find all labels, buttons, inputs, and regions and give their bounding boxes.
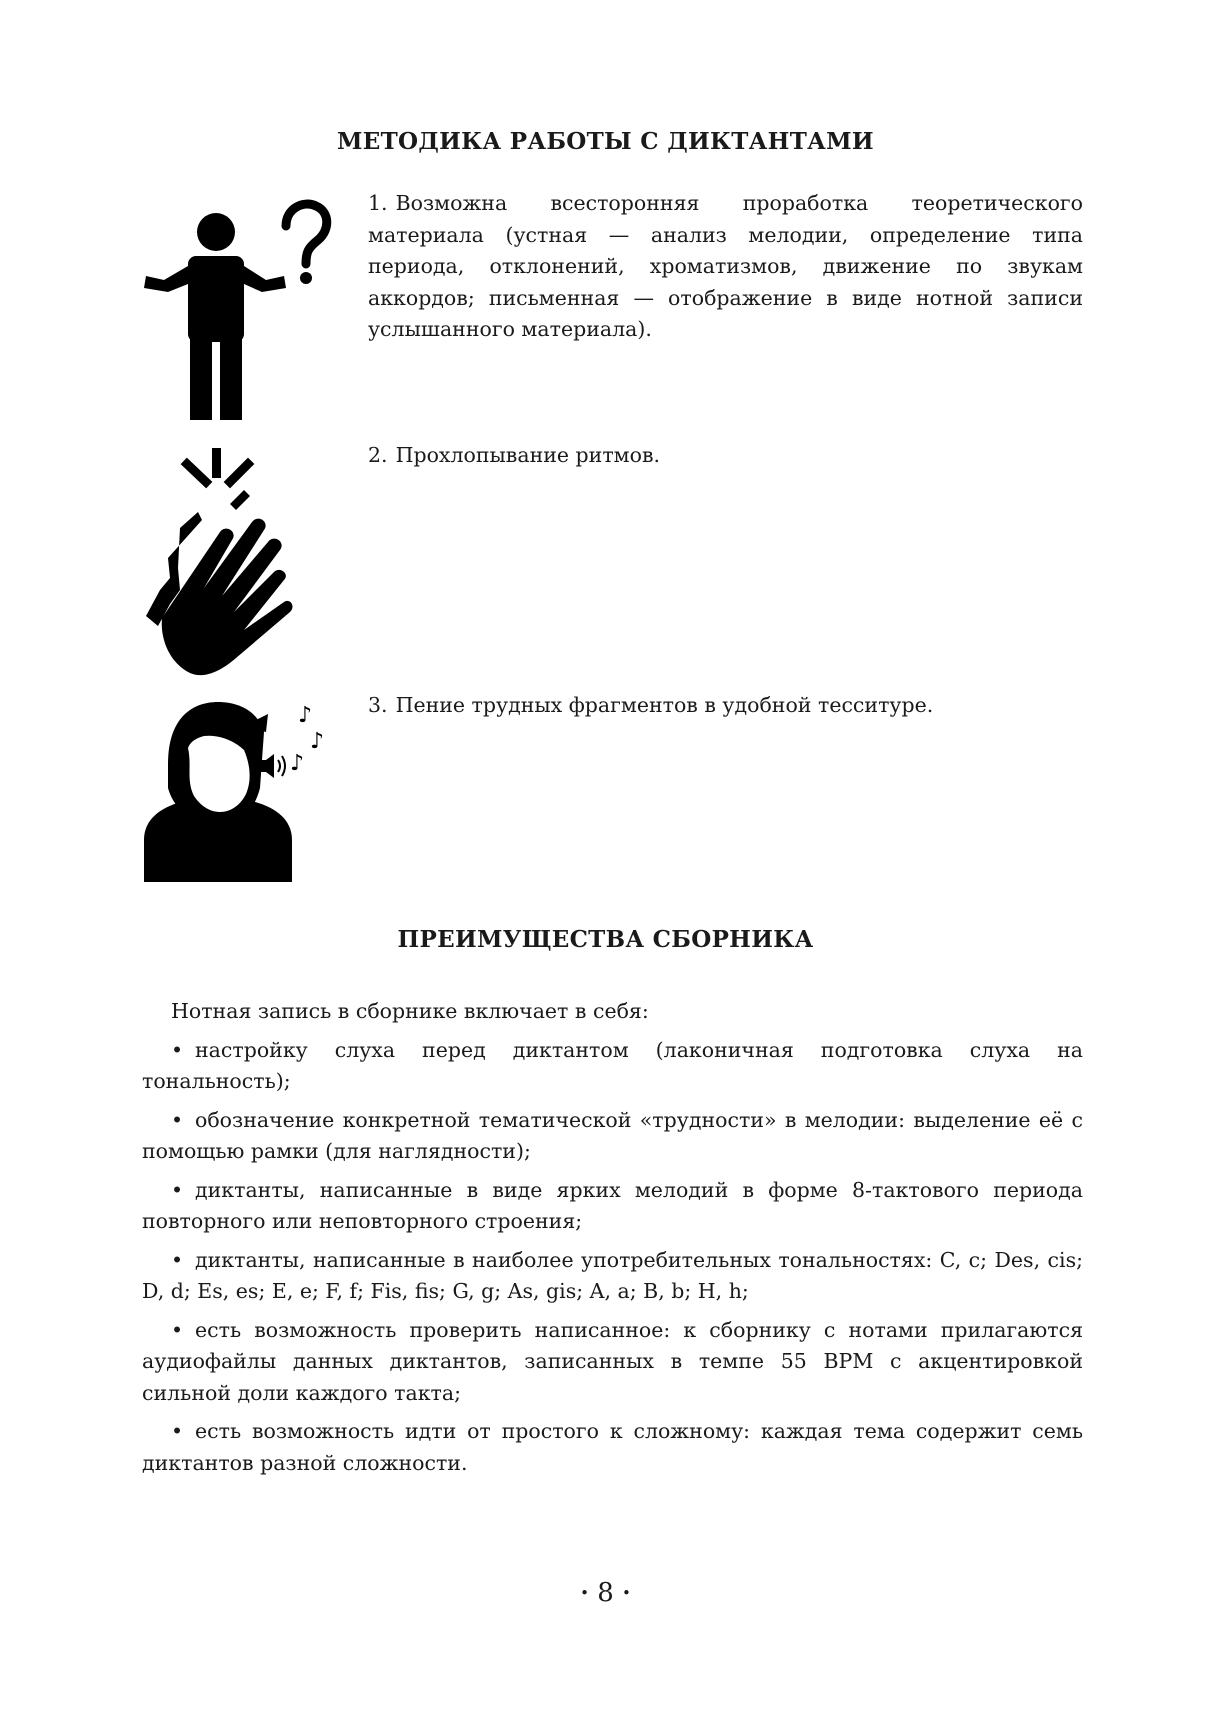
list-item-text: обозначение конкретной тематической «трудности» в мелодии: выделение её с помощью рамки (для наглядности);: [142, 1107, 1083, 1163]
bullet-icon: •: [171, 1177, 184, 1202]
section-heading-advantages: ПРЕИМУЩЕСТВА СБОРНИКА: [397, 926, 814, 953]
bullet-icon: •: [171, 1247, 184, 1272]
list-item-text: настройку слуха перед диктантом (лаконичная подготовка слуха на тональность);: [142, 1037, 1083, 1093]
svg-text:♪: ♪: [298, 703, 313, 728]
list-item-text: диктанты, написанные в виде ярких мелодий в форме 8-тактового периода повторного или неповторного строения;: [142, 1177, 1083, 1233]
method-item-number: 3.: [368, 693, 388, 717]
section-heading-methods: МЕТОДИКА РАБОТЫ С ДИКТАНТАМИ: [337, 128, 874, 155]
method-item-3: [368, 690, 1083, 722]
list-item: [142, 1035, 1083, 1098]
list-item: [142, 1175, 1083, 1238]
clapping-hands-icon: [140, 440, 330, 680]
page-number-dot-left: •: [580, 1584, 589, 1602]
singing-woman-icon: [140, 702, 330, 882]
page-number-value: 8: [597, 1578, 614, 1608]
list-item-text: есть возможность идти от простого к сложному: каждая тема содержит семь диктантов разной сложности.: [142, 1419, 1083, 1475]
list-item: [142, 1315, 1083, 1410]
confused-person-question-icon: [140, 196, 340, 421]
method-item-number: 1.: [368, 191, 388, 215]
list-item-text: есть возможность проверить написанное: к сборнику с нотами прилагаются аудиофайлы данных диктантов, записанных в темпе 55 BPM с акцентировкой сильной доли каждого такта;: [142, 1317, 1083, 1405]
method-item-text: Пение трудных фрагментов в удобной тесситуре.: [395, 693, 934, 717]
list-item: [142, 1105, 1083, 1168]
bullet-icon: •: [171, 1107, 184, 1132]
svg-text:♪: ♪: [290, 751, 305, 776]
list-item-text: диктанты, написанные в наиболее употребительных тональностях: C, c; Des, cis; D, d; Es, es; E, e; F, f; Fis, fis; G, g; As, gis; A, a; B, b; H, h;: [142, 1247, 1083, 1303]
method-item-text: Возможна всесторонняя проработка теоретического материала (устная — анализ мелодии, определение типа периода, отклонений, хроматизмов, движение по звукам аккордов; письменная — отображение в виде нотной записи услышанного материала).: [368, 191, 1083, 341]
list-item: [142, 1245, 1083, 1308]
method-item-number: 2.: [368, 443, 388, 467]
bullet-icon: •: [171, 1317, 184, 1342]
method-item-text: Прохлопывание ритмов.: [395, 443, 661, 467]
page-number: [0, 1578, 1211, 1608]
svg-text:♪: ♪: [310, 729, 325, 754]
method-item-2: [368, 440, 1083, 472]
page-number-dot-right: •: [622, 1584, 631, 1602]
bullet-icon: •: [171, 1419, 184, 1443]
bullet-icon: •: [171, 1037, 184, 1062]
advantages-list: [142, 996, 1083, 1479]
advantages-intro: Нотная запись в сборнике включает в себя:: [171, 999, 649, 1023]
method-item-1: [368, 188, 1083, 346]
list-item: [142, 1416, 1083, 1479]
